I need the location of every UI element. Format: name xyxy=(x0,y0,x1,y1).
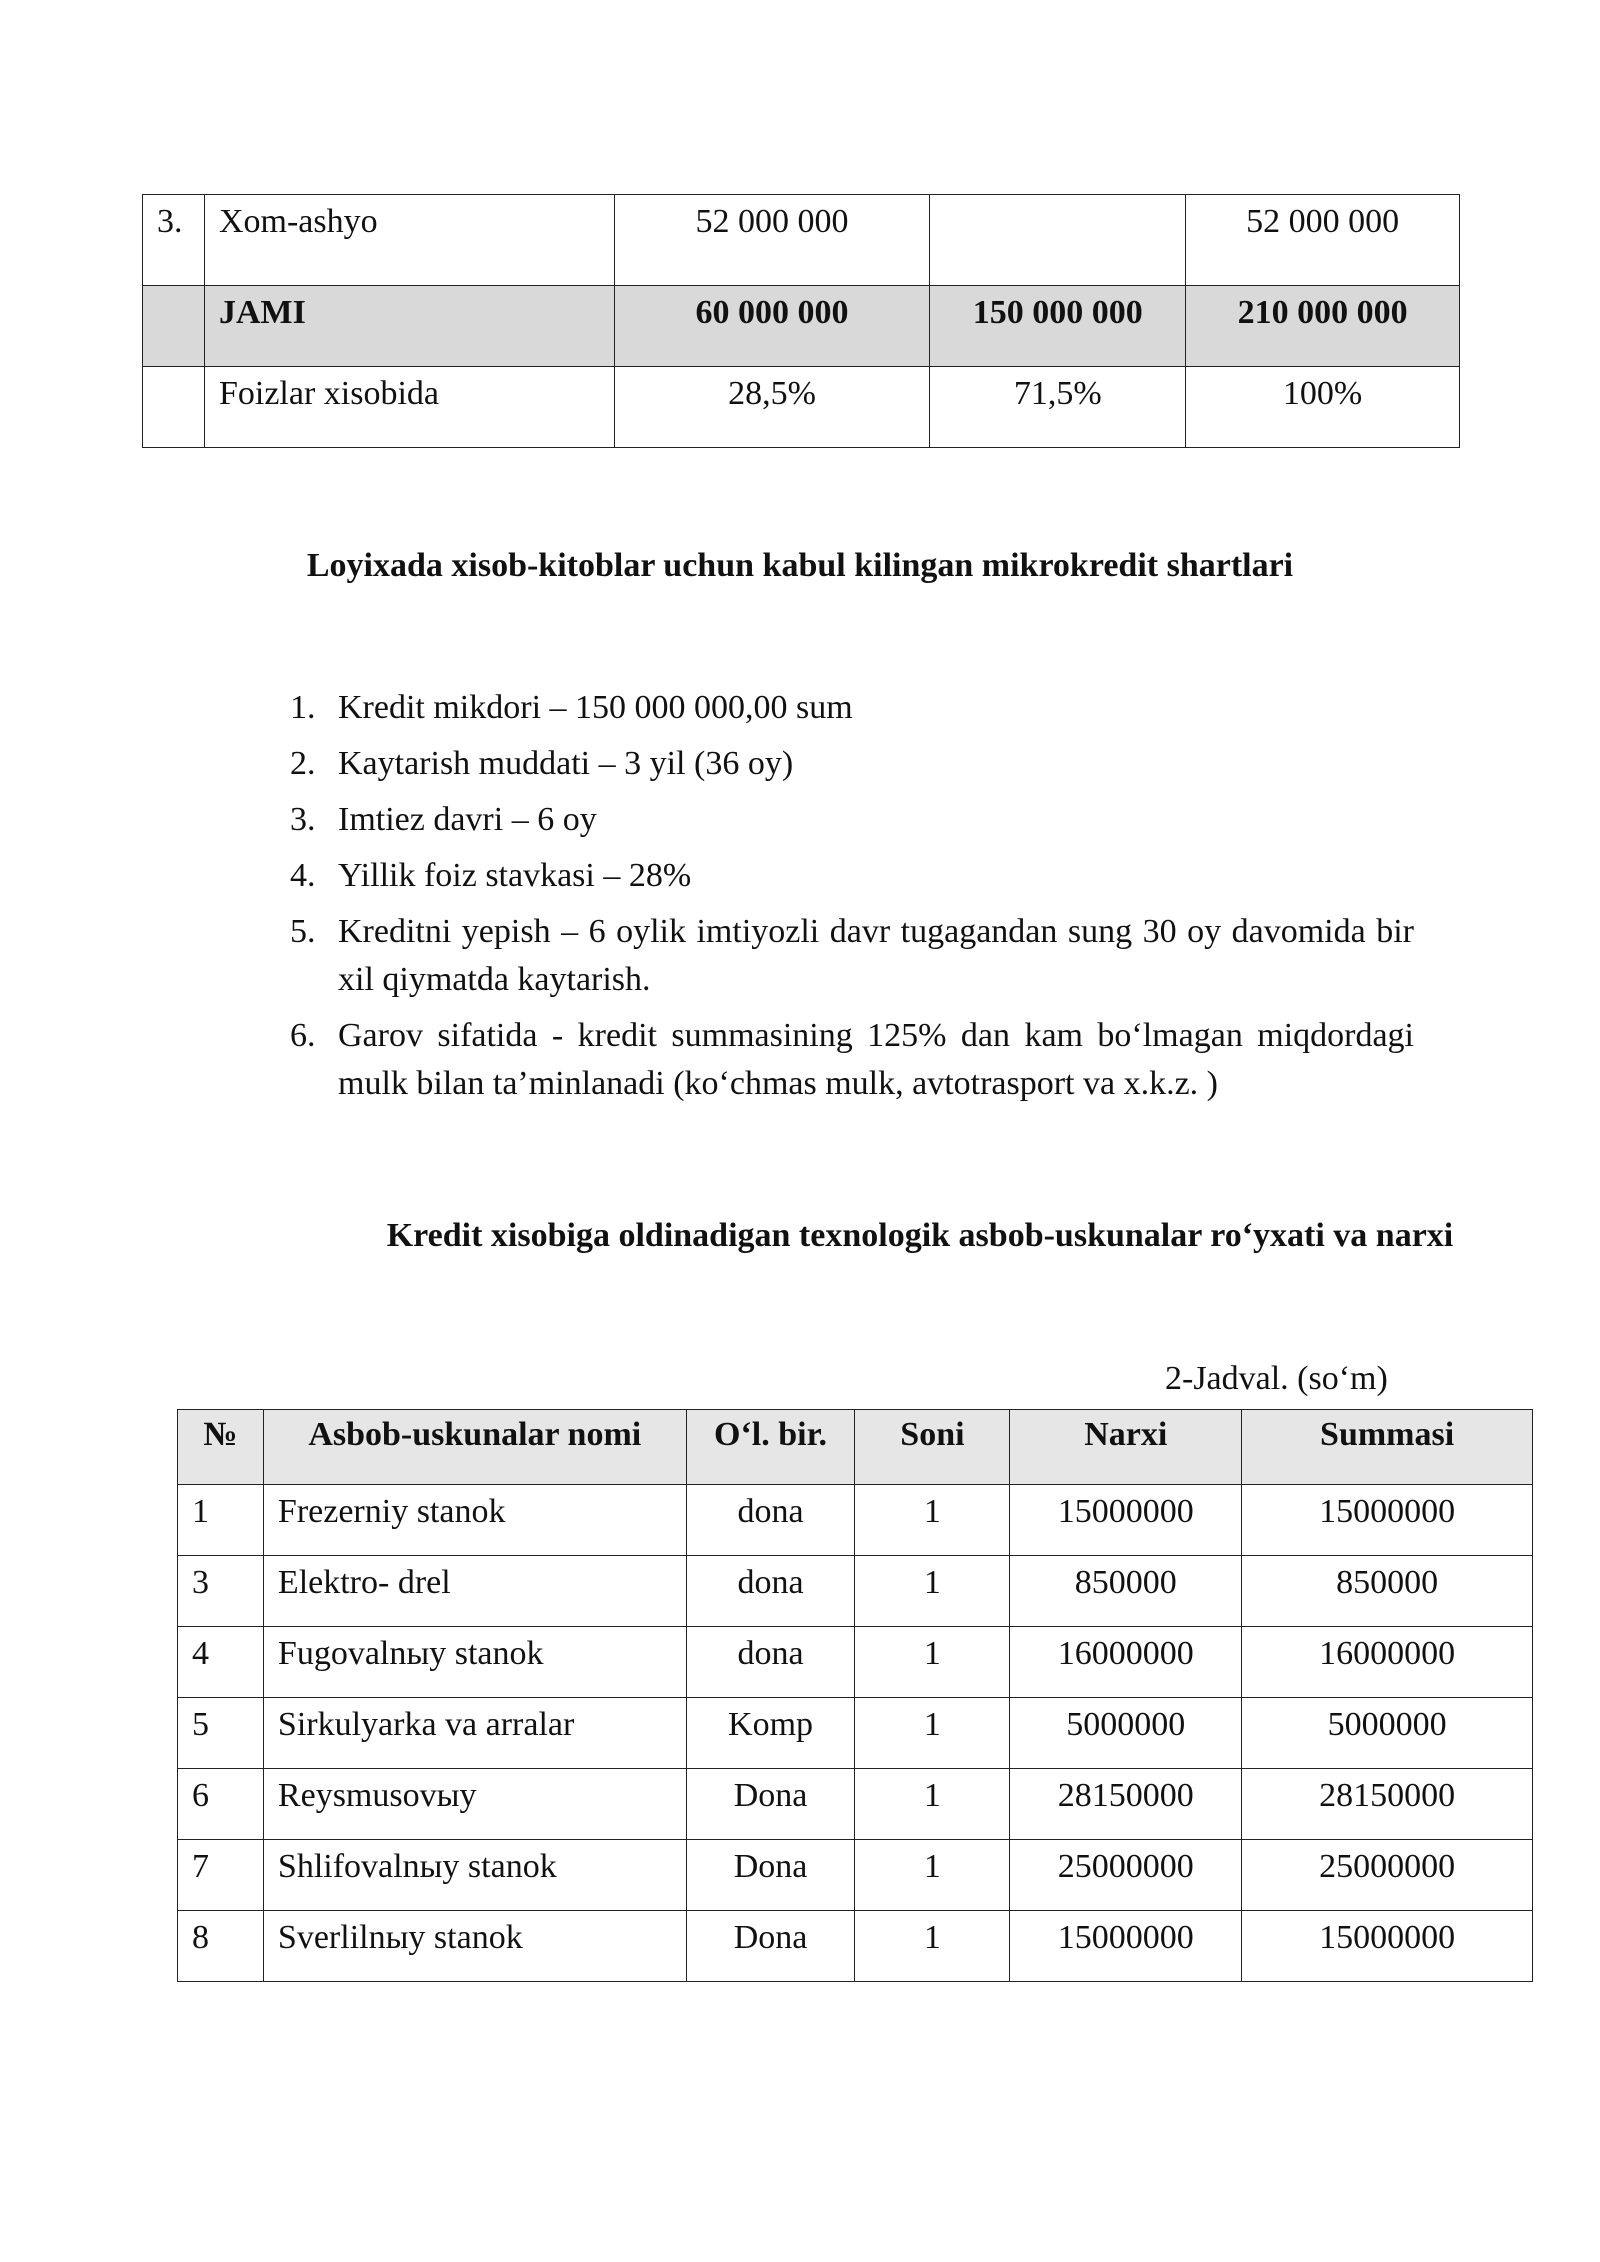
list-item xyxy=(290,796,1414,844)
cell-price: 28150000 xyxy=(1010,1769,1242,1840)
own-funds-cell: 60 000 000 xyxy=(614,286,930,367)
row-name: Xom-ashyo xyxy=(204,195,614,286)
row-number: 3. xyxy=(143,195,205,286)
list-text: Yillik foiz stavkasi – 28% xyxy=(338,857,692,894)
list-text: Imtiez davri – 6 oy xyxy=(338,801,597,838)
list-number: 3. xyxy=(290,801,316,838)
cell-name: Reysmusovыy xyxy=(263,1769,686,1840)
cell-name: Elektro- drel xyxy=(263,1556,686,1627)
cell-unit: Dona xyxy=(686,1840,855,1911)
cell-price: 15000000 xyxy=(1010,1911,1242,1982)
total-cell: 100% xyxy=(1186,367,1460,448)
table-row xyxy=(178,1840,1533,1911)
list-number: 1. xyxy=(290,689,316,726)
list-number: 2. xyxy=(290,745,316,782)
cell-unit: Dona xyxy=(686,1911,855,1982)
cell-quantity: 1 xyxy=(855,1911,1010,1982)
row-name: JAMI xyxy=(204,286,614,367)
list-text: Garov sifatida - kredit summasining 125% dan kam bo‘lmagan miqdordagi mulk bilan ta’minlanadi (ko‘chmas mulk, avtotrasport va x.k.z. ) xyxy=(338,1017,1414,1102)
table-header-row xyxy=(178,1410,1533,1485)
cell-number: 8 xyxy=(178,1911,264,1982)
list-number: 6. xyxy=(290,1017,316,1054)
header-number: № xyxy=(178,1410,264,1485)
cell-quantity: 1 xyxy=(855,1769,1010,1840)
cell-unit: Dona xyxy=(686,1769,855,1840)
cell-number: 4 xyxy=(178,1627,264,1698)
cell-sum: 25000000 xyxy=(1242,1840,1533,1911)
cell-price: 5000000 xyxy=(1010,1698,1242,1769)
table-caption: 2-Jadval. (so‘m) xyxy=(1165,1360,1388,1397)
list-item xyxy=(290,1012,1414,1108)
table-row xyxy=(143,195,1460,286)
total-cell: 52 000 000 xyxy=(1186,195,1460,286)
cell-quantity: 1 xyxy=(855,1556,1010,1627)
cell-number: 1 xyxy=(178,1485,264,1556)
cell-unit: dona xyxy=(686,1556,855,1627)
cell-sum: 16000000 xyxy=(1242,1627,1533,1698)
list-number: 5. xyxy=(290,913,316,950)
cell-price: 850000 xyxy=(1010,1556,1242,1627)
equipment-table xyxy=(177,1409,1533,1982)
table-row-percent xyxy=(143,367,1460,448)
cell-quantity: 1 xyxy=(855,1485,1010,1556)
total-cell: 210 000 000 xyxy=(1186,286,1460,367)
equipment-heading: Kredit xisobiga oldinadigan texnologik asbob-uskunalar ro‘yxati va narxi xyxy=(386,1217,1454,1254)
cell-price: 15000000 xyxy=(1010,1485,1242,1556)
table-row xyxy=(178,1911,1533,1982)
header-unit: O‘l. bir. xyxy=(686,1410,855,1485)
cell-quantity: 1 xyxy=(855,1627,1010,1698)
header-sum: Summasi xyxy=(1242,1410,1533,1485)
credit-terms-list xyxy=(290,684,1414,1116)
cell-sum: 850000 xyxy=(1242,1556,1533,1627)
list-text: Kreditni yepish – 6 oylik imtiyozli davr tugagandan sung 30 oy davomida bir xil qiymatda kaytarish. xyxy=(338,913,1414,998)
list-number: 4. xyxy=(290,857,316,894)
cell-sum: 28150000 xyxy=(1242,1769,1533,1840)
own-funds-cell: 28,5% xyxy=(614,367,930,448)
table-row xyxy=(178,1769,1533,1840)
own-funds-cell: 52 000 000 xyxy=(614,195,930,286)
row-name: Foizlar xisobida xyxy=(204,367,614,448)
cell-price: 25000000 xyxy=(1010,1840,1242,1911)
cell-sum: 15000000 xyxy=(1242,1911,1533,1982)
list-text: Kaytarish muddati – 3 yil (36 oy) xyxy=(338,745,794,782)
list-item xyxy=(290,852,1414,900)
header-name: Asbob-uskunalar nomi xyxy=(263,1410,686,1485)
credit-terms-heading: Loyixada xisob-kitoblar uchun kabul kilingan mikrokredit shartlari xyxy=(306,547,1294,584)
cell-unit: dona xyxy=(686,1485,855,1556)
budget-table xyxy=(142,194,1460,448)
credit-cell: 150 000 000 xyxy=(930,286,1186,367)
row-number xyxy=(143,286,205,367)
cell-number: 3 xyxy=(178,1556,264,1627)
cell-unit: dona xyxy=(686,1627,855,1698)
table-row xyxy=(178,1485,1533,1556)
cell-name: Sverlilnыy stanok xyxy=(263,1911,686,1982)
cell-number: 5 xyxy=(178,1698,264,1769)
cell-number: 7 xyxy=(178,1840,264,1911)
credit-cell xyxy=(930,195,1186,286)
cell-quantity: 1 xyxy=(855,1698,1010,1769)
table-row-total xyxy=(143,286,1460,367)
cell-name: Sirkulyarka va arralar xyxy=(263,1698,686,1769)
list-item xyxy=(290,740,1414,788)
cell-price: 16000000 xyxy=(1010,1627,1242,1698)
list-item xyxy=(290,684,1414,732)
cell-quantity: 1 xyxy=(855,1840,1010,1911)
cell-unit: Komp xyxy=(686,1698,855,1769)
table-row xyxy=(178,1627,1533,1698)
credit-cell: 71,5% xyxy=(930,367,1186,448)
list-item xyxy=(290,908,1414,1004)
header-quantity: Soni xyxy=(855,1410,1010,1485)
header-price: Narxi xyxy=(1010,1410,1242,1485)
table-row xyxy=(178,1556,1533,1627)
cell-number: 6 xyxy=(178,1769,264,1840)
row-number xyxy=(143,367,205,448)
cell-sum: 15000000 xyxy=(1242,1485,1533,1556)
cell-name: Frezerniy stanok xyxy=(263,1485,686,1556)
table-row xyxy=(178,1698,1533,1769)
list-text: Kredit mikdori – 150 000 000,00 sum xyxy=(338,689,853,726)
cell-name: Shlifovalnыy stanok xyxy=(263,1840,686,1911)
cell-name: Fugovalnыy stanok xyxy=(263,1627,686,1698)
cell-sum: 5000000 xyxy=(1242,1698,1533,1769)
